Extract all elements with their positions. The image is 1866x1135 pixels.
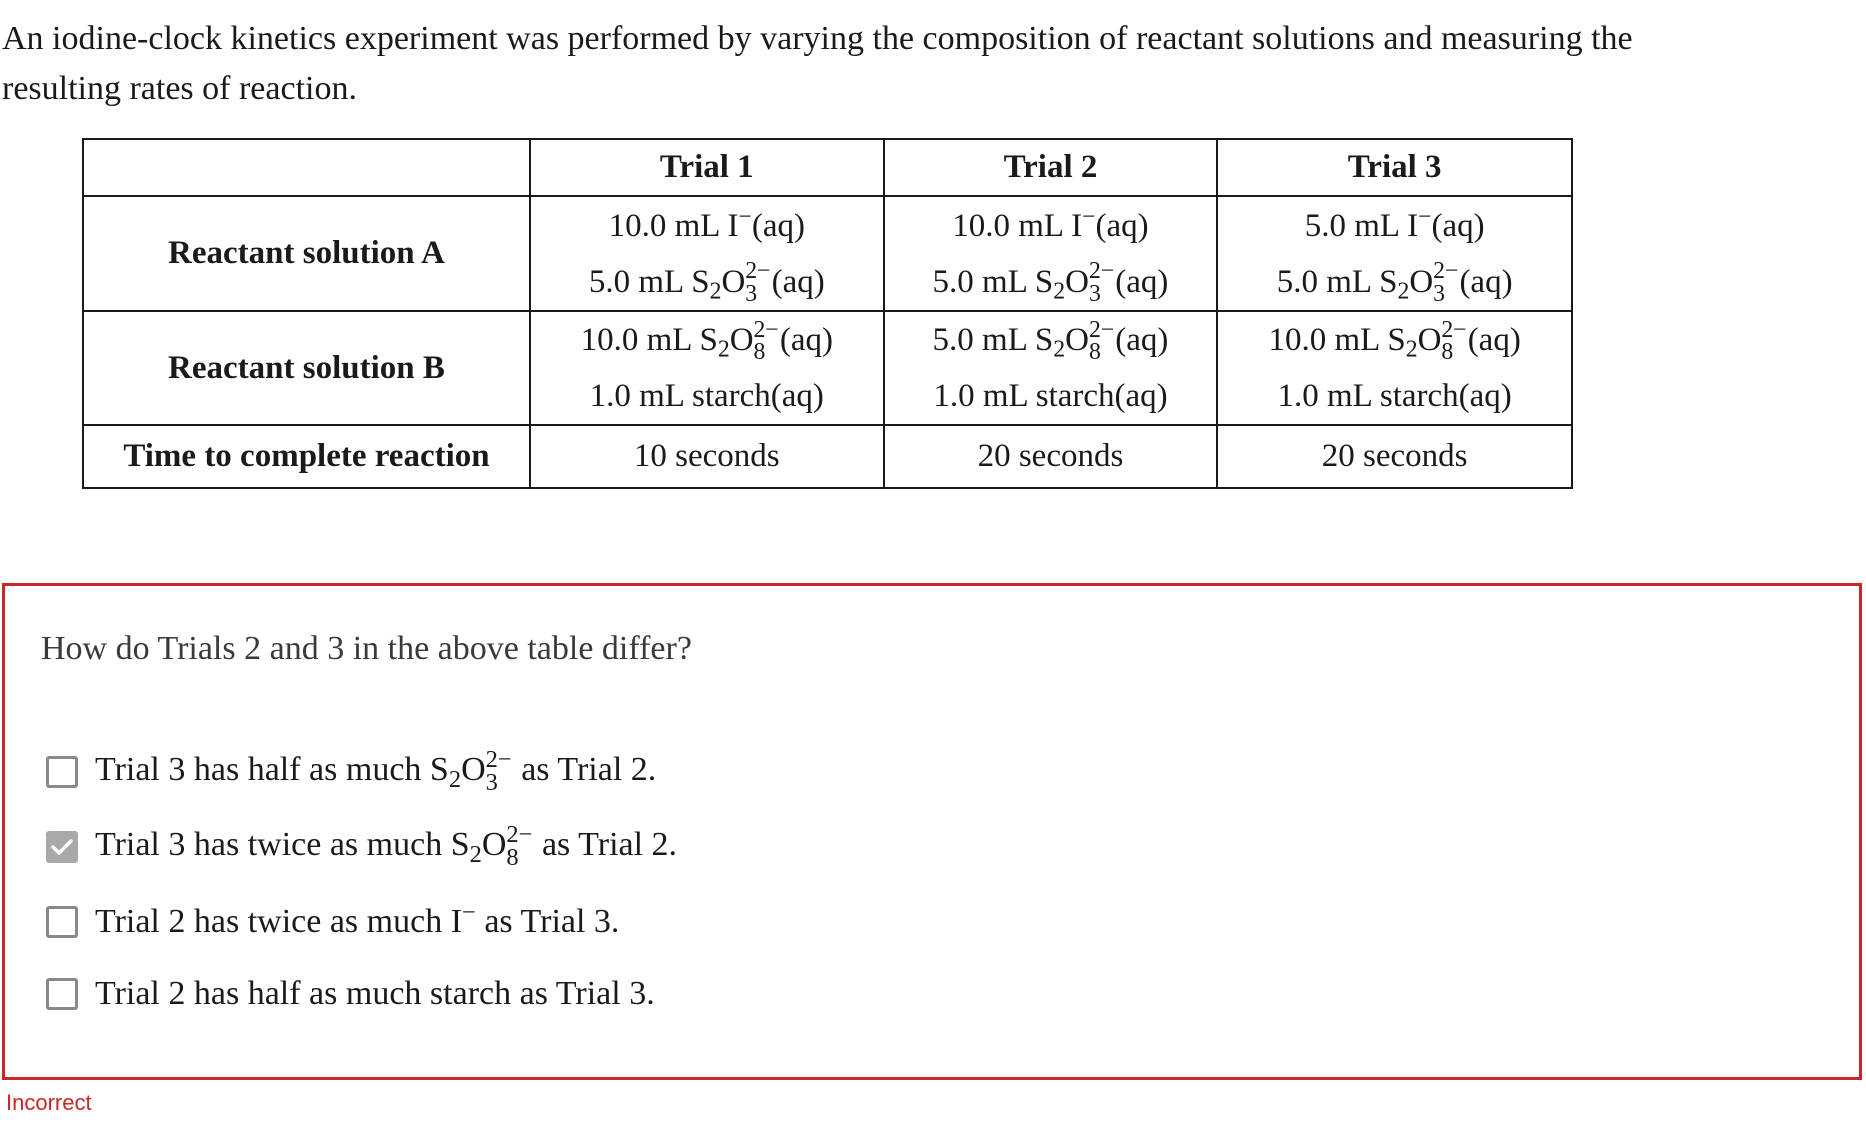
row-label-solution-b: Reactant solution B <box>83 311 530 425</box>
trial-2-time: 20 seconds <box>884 425 1218 488</box>
trial-3-starch-line: 1.0 mL starch(aq) <box>1277 378 1512 414</box>
table-row-solution-a <box>83 196 1572 311</box>
option-4[interactable] <box>46 972 655 1016</box>
trial-2-persulfate-line: 5.0 mL $S_2O$ 2− 8 (aq) <box>932 316 1169 366</box>
header-trial-1: Trial 1 <box>530 139 884 196</box>
trial-3-solution-b <box>1217 311 1572 425</box>
trial-1-persulfate-line: 10.0 mL $S_2O$ 2− 8 (aq) <box>580 316 833 366</box>
kinetics-table <box>82 138 1573 489</box>
option-1[interactable] <box>46 745 657 796</box>
option-2-checkbox[interactable] <box>46 831 78 863</box>
table-row-time <box>83 425 1572 488</box>
checkmark-icon <box>51 838 73 856</box>
table-header-row <box>83 139 1572 196</box>
header-trial-2: Trial 2 <box>884 139 1218 196</box>
trial-1-iodide-line: 10.0 mL I−(aq) <box>608 203 805 244</box>
table-row-solution-b <box>83 311 1572 425</box>
option-3-text: Trial 2 has twice as much I− as Trial 3. <box>95 898 620 940</box>
option-3-formula: I− <box>450 898 476 940</box>
trial-1-time: 10 seconds <box>530 425 884 488</box>
trial-3-time: 20 seconds <box>1217 425 1572 488</box>
option-4-text: Trial 2 has half as much starch as Trial 3. <box>95 975 655 1012</box>
trial-1-solution-a <box>530 196 884 311</box>
incorrect-feedback: Incorrect <box>6 1090 92 1115</box>
header-trial-3: Trial 3 <box>1217 139 1572 196</box>
trial-2-thiosulfate-line: 5.0 mL $S_2O$ 2− 3 (aq) <box>932 258 1169 307</box>
option-1-formula: $S_2O$ 2− 3 <box>429 745 512 796</box>
trial-1-solution-b <box>530 311 884 425</box>
option-2-text: Trial 3 has twice as much $S_2O$ 2− 8 as Trial 2. <box>95 820 678 871</box>
option-3[interactable] <box>46 900 619 944</box>
trial-3-persulfate-line: 10.0 mL $S_2O$ 2− 8 (aq) <box>1268 316 1521 366</box>
table-corner-cell <box>83 139 530 196</box>
trial-3-thiosulfate-line: 5.0 mL $S_2O$ 2− 3 (aq) <box>1276 258 1513 307</box>
option-2[interactable] <box>46 820 678 871</box>
option-1-checkbox[interactable] <box>46 756 78 788</box>
option-4-checkbox[interactable] <box>46 978 78 1010</box>
trial-2-starch-line: 1.0 mL starch(aq) <box>933 378 1168 414</box>
trial-3-iodide-line: 5.0 mL I−(aq) <box>1304 203 1485 244</box>
trial-3-solution-a <box>1217 196 1572 311</box>
trial-1-starch-line: 1.0 mL starch(aq) <box>589 378 824 414</box>
trial-2-solution-b <box>884 311 1218 425</box>
trial-2-iodide-line: 10.0 mL I−(aq) <box>952 203 1149 244</box>
question-box <box>2 583 1862 1080</box>
row-label-solution-a: Reactant solution A <box>83 196 530 311</box>
option-2-formula: $S_2O$ 2− 8 <box>450 820 533 871</box>
option-3-checkbox[interactable] <box>46 906 78 938</box>
row-label-time: Time to complete reaction <box>83 425 530 488</box>
option-1-text: Trial 3 has half as much $S_2O$ 2− 3 as Trial 2. <box>95 745 657 796</box>
trial-2-solution-a <box>884 196 1218 311</box>
trial-1-thiosulfate-line: 5.0 mL $S_2O$ 2− 3 (aq) <box>588 258 825 307</box>
problem-intro: An iodine-clock kinetics experiment was performed by varying the composition of reactant solutions and measuring the resulting rates of reaction. <box>2 20 1633 107</box>
question-prompt: How do Trials 2 and 3 in the above table differ? <box>41 630 692 667</box>
